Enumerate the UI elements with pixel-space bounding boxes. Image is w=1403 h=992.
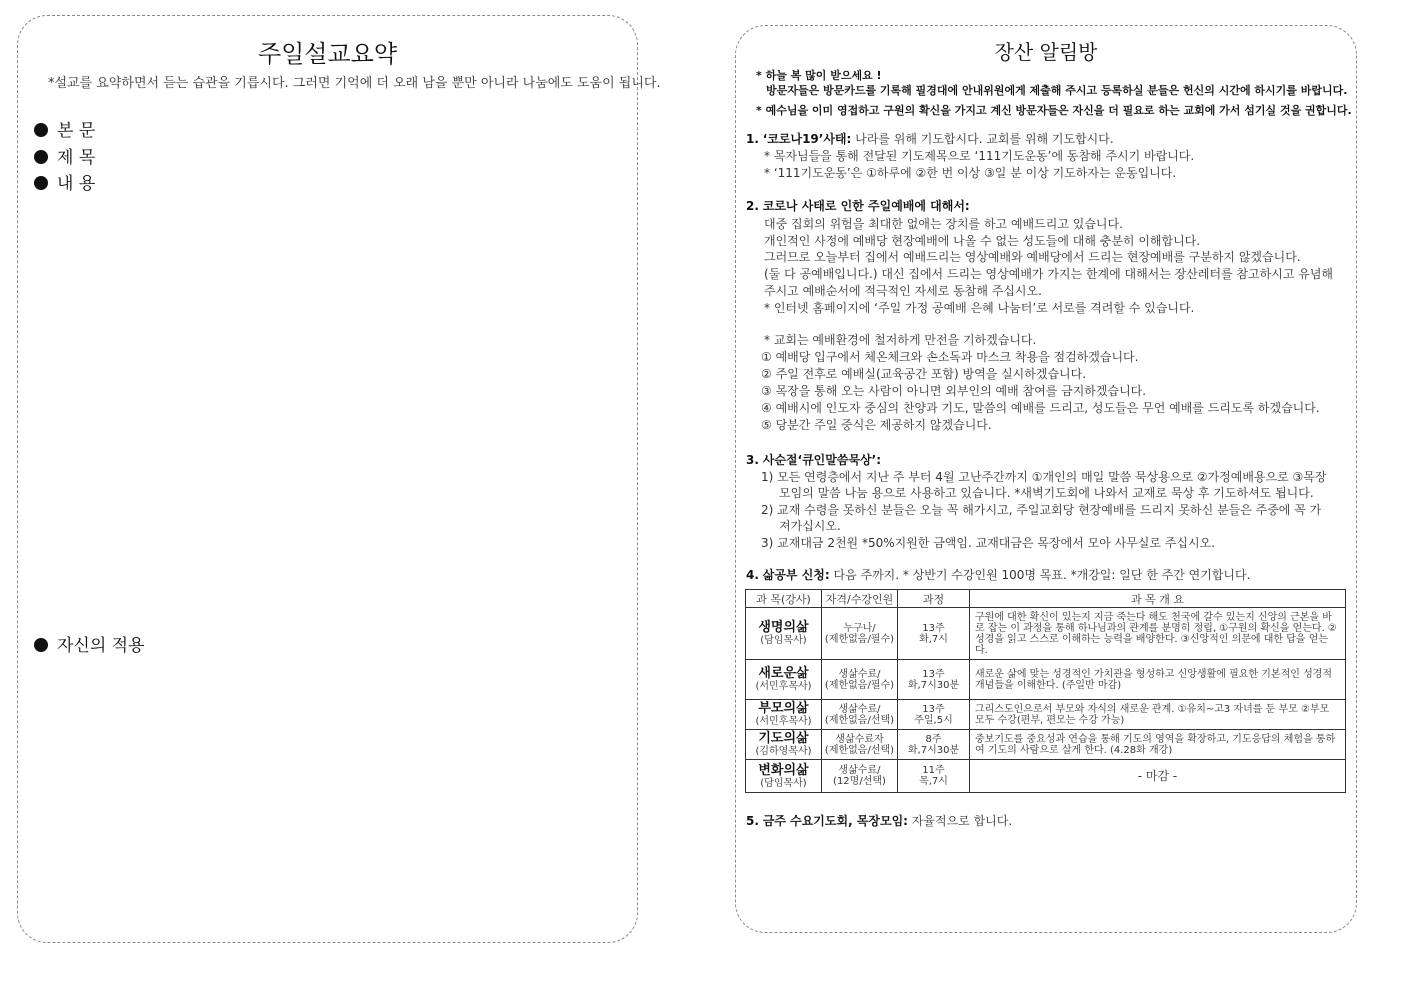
section-1-line: * ‘111기도운동’은 ①하루에 ②한 번 이상 ③일 분 이상 기도하자는 운동입니다. [764, 166, 1177, 180]
section-2-line: 그러므로 오늘부터 집에서 예배드리는 영상예배와 예배당에서 드리는 현장예배를 구분하지 않겠습니다. [764, 250, 1301, 264]
course-time: 화,7시30분 [907, 744, 960, 756]
section-number: 2. [746, 199, 759, 213]
course-schedule-cell [898, 760, 970, 793]
course-table [745, 589, 1346, 793]
course-description: 그리스도인으로서 부모와 자식의 새로운 관계. ①유치~고3 자녀를 둔 부모 ②부모 모두 수강(편부, 편모는 수강 가능) [970, 700, 1346, 730]
section-2-line: ③ 목장을 통해 오는 사람이 아니면 외부인의 예배 참여를 금지하겠습니다. [761, 384, 1147, 398]
course-qualification: 생삶수료/ [838, 765, 881, 776]
bullet-label: 내 용 [57, 174, 96, 194]
section-head: ‘코로나19’사태: [762, 132, 852, 146]
table-row [746, 730, 1346, 760]
section-3-line: 3) 교재대금 2천원 *50%지원한 금액임. 교재대금은 목장에서 모아 사무실로 주십시오. [761, 536, 1215, 550]
course-qualification-cell [822, 608, 898, 660]
notice-blessing: * 하늘 복 많이 받으세요 ! [756, 69, 882, 82]
course-weeks: 8주 [925, 733, 942, 745]
course-subject: 부모의삶 [758, 701, 809, 716]
section-2-line: 대중 집회의 위험을 최대한 없애는 장치를 하고 예배드리고 있습니다. [764, 217, 1123, 231]
section-head: 코로나 사태로 인한 주일예배에 대해서: [762, 199, 970, 213]
course-qualification: 생삶수료자 [835, 733, 884, 745]
course-teacher: (김하영목사) [755, 746, 812, 757]
course-weeks: 13주 [922, 622, 945, 634]
sermon-summary-note: *설교를 요약하면서 듣는 습관을 기릅시다. 그러면 기억에 더 오래 남을 뿐만 아니라 나눔에도 도움이 됩니다. [48, 76, 661, 91]
course-capacity: (12명/선택) [833, 776, 886, 787]
course-schedule-cell [898, 730, 970, 760]
section-3-line: 모임의 말씀 나눔 용으로 사용하고 있습니다. *새벽기도회에 나와서 교재로 묵상 후 기도하셔도 됩니다. [779, 486, 1314, 500]
course-weeks: 11주 [922, 765, 945, 776]
section-2-line: 개인적인 사정에 예배당 현장예배에 나올 수 없는 성도들에 대해 충분히 이해합니다. [764, 234, 1201, 248]
section-number: 4. [746, 568, 759, 582]
course-qualification-cell [822, 760, 898, 793]
section-2-line: * 인터넷 홈페이지에 ‘주일 가정 공예배 은혜 나눔터’로 서로를 격려할 수 있습니다. [764, 301, 1195, 315]
course-time: 목,7시 [919, 776, 948, 787]
course-subject: 기도의삶 [758, 731, 809, 746]
announcements-panel [735, 25, 1357, 933]
course-time: 화,7시 [919, 633, 948, 645]
course-qualification: 누구나/ [843, 622, 876, 634]
section-2-line: * 교회는 예배환경에 철저하게 만전을 기하겠습니다. [764, 333, 1037, 347]
table-header: 과 목(강사) [746, 590, 822, 608]
section-number: 3. [746, 453, 759, 467]
course-weeks: 13주 [922, 703, 945, 715]
sermon-summary-panel [17, 15, 661, 943]
course-teacher: (서민후목사) [755, 681, 812, 692]
course-subject-cell [746, 760, 822, 793]
section-2-line: ⑤ 당분간 주일 중식은 제공하지 않겠습니다. [761, 418, 992, 432]
section-3-line: 1) 모든 연령층에서 지난 주 부터 4월 고난주간까지 ①개인의 매일 말씀 묵상용으로 ②가정예배용으로 ③목장 [761, 470, 1327, 484]
course-capacity: (제한없음/선택) [824, 714, 895, 726]
bullet-title [34, 143, 95, 168]
section-2-line: (둘 다 공예배입니다.) 대신 집에서 드리는 영상예배가 가지는 한계에 대해서는 장산레터를 참고하시고 유념해 [764, 267, 1334, 281]
section-1-heading [746, 131, 1114, 147]
section-3-heading [746, 452, 881, 468]
bullet-content [34, 169, 95, 194]
course-subject: 새로운삶 [758, 666, 809, 681]
table-header: 과정 [898, 590, 970, 608]
table-header: 자격/수강인원 [822, 590, 898, 608]
table-row [746, 760, 1346, 793]
course-capacity: (제한없음/필수) [824, 633, 895, 645]
course-subject-cell [746, 730, 822, 760]
course-description: 구원에 대한 확신이 있는지 지금 죽는다 해도 천국에 갈수 있는지 신앙의 근본을 바로 잡는 이 과정을 통해 하나님과의 관계를 분명히 정립, ①구원의 확신을 얻는다. ②성경을 읽고 스스로 이해하는 능력을 배양한다. ③신앙적인 의문에 대한 답을 얻는다. [970, 608, 1346, 660]
notice-believers: * 예수님을 이미 영접하고 구원의 확신을 가지고 계신 방문자들은 자신을 더 필요로 하는 교회에 가서 섬기실 것을 권합니다. [756, 104, 1352, 117]
course-qualification-cell [822, 700, 898, 730]
bullet-scripture [34, 116, 95, 141]
section-4-heading [746, 567, 1250, 583]
course-schedule-cell [898, 700, 970, 730]
table-row [746, 700, 1346, 730]
announcements-title: 장산 알림방 [994, 40, 1098, 64]
course-qualification: 생삶수료/ [838, 703, 881, 715]
course-teacher: (담임목사) [760, 635, 807, 646]
bullet-label: 제 목 [57, 148, 96, 168]
course-capacity: (제한없음/필수) [824, 679, 895, 691]
section-text: 자율적으로 합니다. [907, 814, 1013, 828]
section-3-line: 져가십시오. [779, 519, 841, 533]
section-3-line: 2) 교재 수령을 못하신 분들은 오늘 꼭 해가시고, 주일교회당 현장예배를 드리지 못하신 분들은 주중에 꼭 가 [761, 503, 1322, 517]
course-subject: 생명의삶 [758, 620, 809, 635]
notice-visitors: 방문자들은 방문카드를 기록해 필경대에 안내위원에게 제출해 주시고 등록하실 분들은 헌신의 시간에 하시기를 바랍니다. [766, 84, 1348, 97]
bullet-dot-icon [34, 176, 48, 190]
table-header: 과 목 개 요 [970, 590, 1346, 608]
course-subject-cell [746, 608, 822, 660]
course-subject: 변화의삶 [758, 762, 809, 778]
section-number: 1. [746, 132, 759, 146]
bullet-dot-icon [34, 638, 48, 652]
table-row [746, 660, 1346, 700]
bullet-label: 자신의 적용 [57, 636, 145, 656]
course-time: 화,7시30분 [907, 679, 960, 691]
course-teacher: (담임목사) [760, 777, 807, 789]
course-capacity: (제한없음/선택) [824, 744, 895, 756]
section-2-line: ① 예배당 입구에서 체온체크와 손소독과 마스크 착용을 점검하겠습니다. [761, 350, 1139, 364]
section-5-heading [746, 813, 1012, 829]
section-head: 삶공부 신청: [762, 568, 830, 582]
course-subject-cell [746, 700, 822, 730]
section-text: 나라를 위해 기도합시다. 교회를 위해 기도합시다. [851, 132, 1114, 146]
section-2-line: 주시고 예배순서에 적극적인 자세로 동참해 주십시오. [764, 284, 1042, 298]
course-schedule-cell [898, 660, 970, 700]
course-time: 주일,5시 [914, 714, 953, 726]
course-weeks: 13주 [922, 668, 945, 680]
section-number: 5. [746, 814, 759, 828]
section-text: 다음 주까지. * 상반기 수강인원 100명 목표. *개강일: 일단 한 주간 연기합니다. [829, 568, 1251, 582]
bullet-application [34, 631, 145, 656]
course-qualification: 생삶수료/ [838, 668, 881, 680]
course-qualification-cell [822, 730, 898, 760]
table-header-row [746, 590, 1346, 608]
course-teacher: (서민후목사) [755, 716, 812, 727]
section-1-line: * 목자님들을 통해 전달된 기도제목으로 ‘111기도운동’에 동참해 주시기 바랍니다. [764, 149, 1195, 163]
course-description: - 마감 - [970, 760, 1346, 793]
course-subject-cell [746, 660, 822, 700]
section-2-line: ④ 예배시에 인도자 중심의 찬양과 기도, 말씀의 예배를 드리고, 성도들은 무언 예배를 드리도록 하겠습니다. [761, 401, 1320, 415]
bullet-dot-icon [34, 150, 48, 164]
course-description: 중보기도를 중요성과 연습을 통해 기도의 영역을 확장하고, 기도응답의 체험을 통하여 기도의 사람으로 살게 한다. (4.28화 개강) [970, 730, 1346, 760]
section-2-line: ② 주일 전후로 예배실(교육공간 포함) 방역을 실시하겠습니다. [761, 367, 1087, 381]
table-row [746, 608, 1346, 660]
section-2-heading [746, 198, 970, 214]
course-description: 새로운 삶에 맞는 성경적인 가치관을 형성하고 신앙생활에 필요한 기본적인 성경적 개념들을 이해한다. (주일반 마감) [970, 660, 1346, 700]
section-head: 사순절‘큐인말씀묵상’: [762, 453, 881, 467]
bullet-dot-icon [34, 123, 48, 137]
bullet-label: 본 문 [57, 121, 96, 141]
sermon-summary-title: 주일설교요약 [257, 40, 398, 68]
section-head: 금주 수요기도회, 목장모임: [762, 814, 908, 828]
course-qualification-cell [822, 660, 898, 700]
course-schedule-cell [898, 608, 970, 660]
